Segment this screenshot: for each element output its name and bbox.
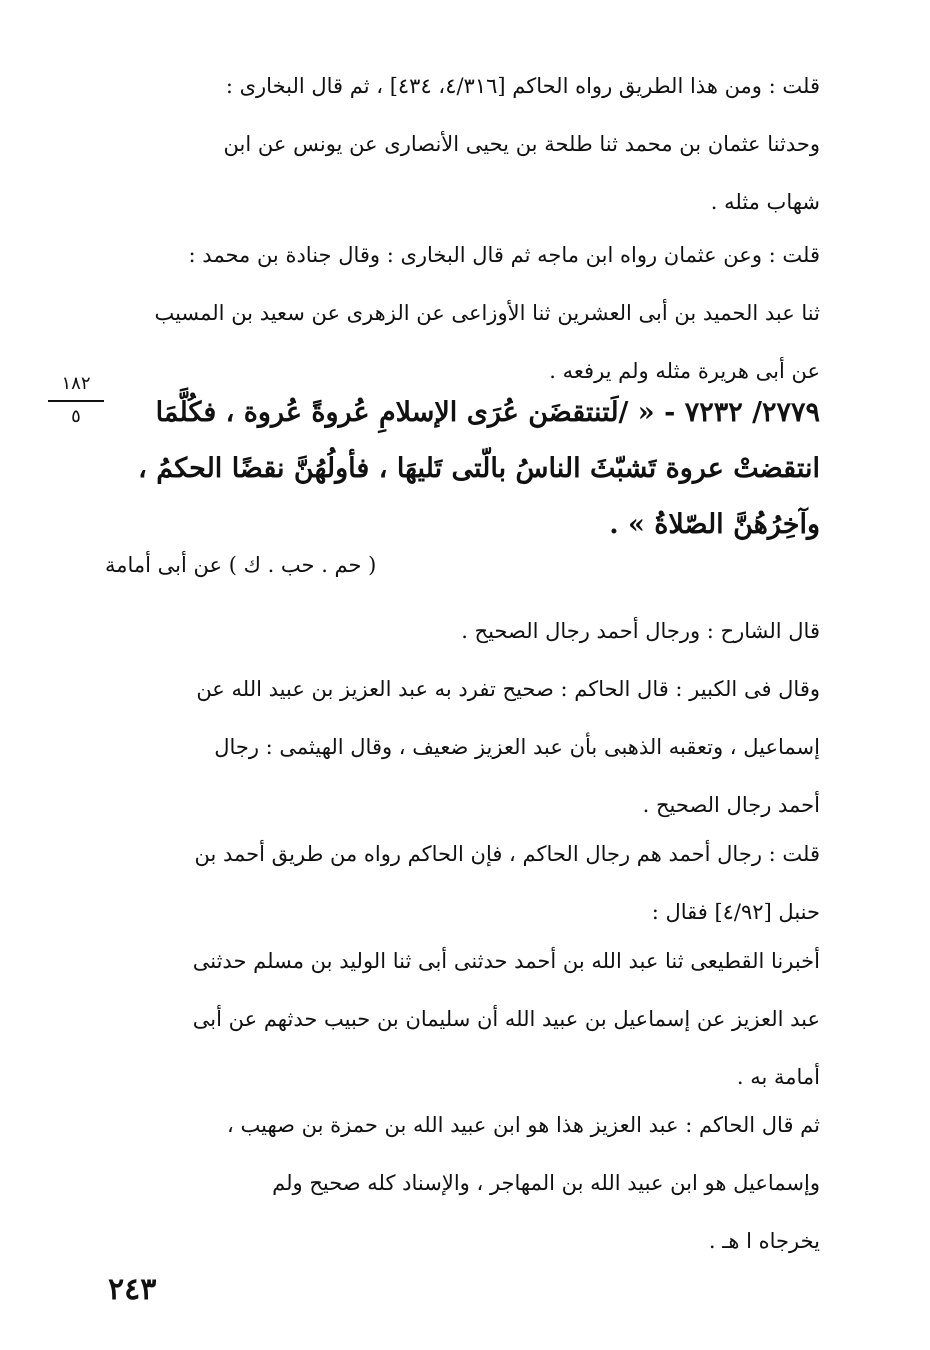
paragraph-6	[110, 932, 820, 1106]
text-line: وقال فى الكبير : قال الحاكم : صحيح تفرد به عبد العزيز بن عبيد الله عن	[196, 677, 820, 701]
text-line: أخبرنا القطيعى ثنا عبد الله بن أحمد حدثنى أبى ثنا الوليد بن مسلم حدثنى	[192, 949, 820, 973]
hadith-line: ٢٧٧٩/ ٧٢٣٢ - « /لَتنتقضَن عُرَى الإسلامِ عُروةً عُروة ، فكُلَّمَا	[155, 397, 820, 428]
text-line: قلت : رجال أحمد هم رجال الحاكم ، فإن الحاكم رواه من طريق أحمد بن	[194, 842, 820, 866]
text-line: يخرجاه ا هـ .	[708, 1229, 820, 1253]
margin-marker-rule	[48, 400, 104, 402]
text-line: ثم قال الحاكم : عبد العزيز هذا هو ابن عبيد الله بن حمزة بن صهيب ،	[227, 1113, 820, 1137]
paragraph-7	[110, 1096, 820, 1270]
paragraph-3	[110, 602, 820, 660]
text-line: ثنا عبد الحميد بن أبى العشرين ثنا الأوزاعى عن الزهرى عن سعيد بن المسيب	[154, 301, 820, 325]
hadith-line: انتقضتْ عروة تَشبّثَ الناسُ بالّتى تَليهَا ، فأولُهُنَّ نقضًا الحكمُ ،	[138, 453, 820, 484]
text-line: حنبل [٤/٩٢] فقال :	[651, 900, 820, 924]
text-line: إسماعيل ، وتعقبه الذهبى بأن عبد العزيز ضعيف ، وقال الهيثمى : رجال	[214, 735, 820, 759]
paragraph-2	[110, 226, 820, 400]
margin-marker-bottom: ٥	[71, 406, 81, 427]
text-line: عن أبى هريرة مثله ولم يرفعه .	[549, 359, 820, 383]
hadith-source: ( حم . حب . ك ) عن أبى أمامة	[105, 553, 377, 577]
text-line: وحدثنا عثمان بن محمد ثنا طلحة بن يحيى الأنصارى عن يونس عن ابن	[223, 132, 820, 156]
text-line: قلت : وعن عثمان رواه ابن ماجه ثم قال البخارى : وقال جنادة بن محمد :	[188, 243, 820, 267]
text-line: عبد العزيز عن إسماعيل بن عبيد الله أن سليمان بن حبيب حدثهم عن أبى	[192, 1007, 820, 1031]
text-line: قال الشارح : ورجال أحمد رجال الصحيح .	[461, 619, 820, 643]
margin-marker	[48, 372, 104, 428]
paragraph-5	[110, 825, 820, 941]
hadith-text	[110, 385, 820, 553]
text-line: قلت : ومن هذا الطريق رواه الحاكم [٤/٣١٦، ٤٣٤] ، ثم قال البخارى :	[225, 74, 820, 98]
margin-marker-top: ١٨٢	[61, 373, 91, 394]
text-line: وإسماعيل هو ابن عبيد الله بن المهاجر ، والإسناد كله صحيح ولم	[272, 1171, 820, 1195]
hadith-line: وآخِرُهُنَّ الصّلاةُ » .	[609, 509, 820, 540]
text-line: أمامة به .	[736, 1065, 820, 1089]
paragraph-1	[110, 57, 820, 231]
page-number: ٢٤٣	[108, 1272, 157, 1307]
text-line: شهاب مثله .	[710, 190, 820, 214]
text-line: أحمد رجال الصحيح .	[642, 793, 820, 817]
paragraph-4	[110, 660, 820, 834]
